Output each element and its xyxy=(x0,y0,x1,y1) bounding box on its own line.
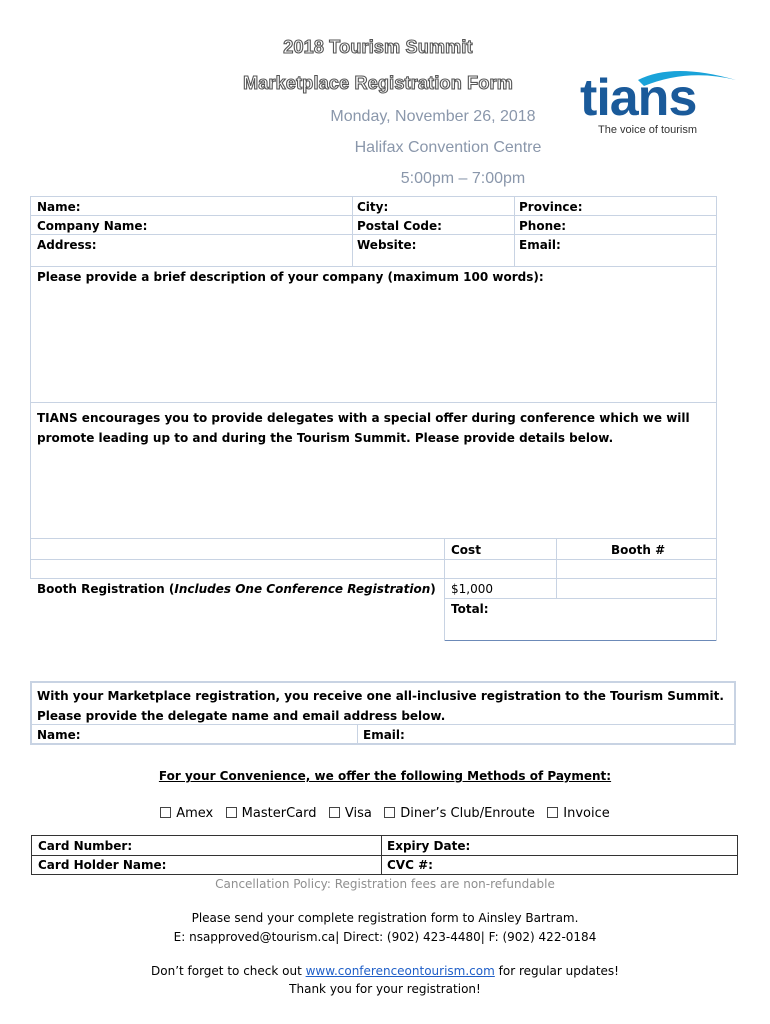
checkbox-icon xyxy=(226,807,237,818)
total-field[interactable]: Total: xyxy=(451,602,489,616)
send-instructions: Please send your complete registration form to Ainsley Bartram. xyxy=(191,911,579,925)
visa-checkbox[interactable]: Visa xyxy=(329,806,372,821)
title-line-2: Marketplace Registration Form xyxy=(243,73,513,93)
checkbox-icon xyxy=(384,807,395,818)
phone-field[interactable]: Phone: xyxy=(519,219,567,233)
delegate-name-field[interactable]: Name: xyxy=(37,728,81,742)
logo-wordmark: tians xyxy=(580,69,697,127)
payment-methods xyxy=(0,806,770,821)
name-field[interactable]: Name: xyxy=(37,200,81,214)
booth-number-input[interactable] xyxy=(557,579,715,597)
amex-checkbox[interactable]: Amex xyxy=(160,806,213,821)
cost-header: Cost xyxy=(451,543,481,557)
email-field[interactable]: Email: xyxy=(519,238,561,252)
event-date: Monday, November 26, 2018 xyxy=(330,108,536,125)
contact-details: E: nsapproved@tourism.ca| Direct: (902) 423-4480| F: (902) 422-0184 xyxy=(173,930,597,944)
booth-registration-label: Booth Registration (Includes One Conference Registration) xyxy=(37,582,436,596)
booth-cost: $1,000 xyxy=(451,582,493,596)
booth-number-header: Booth # xyxy=(611,543,666,557)
company-name-field[interactable]: Company Name: xyxy=(37,219,148,233)
cvc-field[interactable]: CVC #: xyxy=(387,858,433,872)
special-offer-prompt: TIANS encourages you to provide delegates with a special offer during conference which we will promote leading up to and during the Tourism Summit. Please provide details below. xyxy=(37,411,690,445)
mastercard-checkbox[interactable]: MasterCard xyxy=(226,806,317,821)
event-time: 5:00pm – 7:00pm xyxy=(400,170,526,187)
event-venue: Halifax Convention Centre xyxy=(354,139,542,156)
delegate-info-text: With your Marketplace registration, you receive one all-inclusive registration to the Tourism Summit. Please provide the delegate name and email address below. xyxy=(37,689,724,723)
thank-you-note: Thank you for your registration! xyxy=(289,982,481,996)
special-offer-textarea[interactable] xyxy=(31,450,715,536)
description-textarea[interactable] xyxy=(31,288,715,400)
province-field[interactable]: Province: xyxy=(519,200,583,214)
address-field[interactable]: Address: xyxy=(37,238,97,252)
invoice-checkbox[interactable]: Invoice xyxy=(547,806,609,821)
tians-logo xyxy=(578,62,738,142)
card-holder-field[interactable]: Card Holder Name: xyxy=(38,858,167,872)
website-reminder: Don’t forget to check out www.conferenceontourism.com for regular updates! xyxy=(151,964,619,978)
card-number-field[interactable]: Card Number: xyxy=(38,839,133,853)
checkbox-icon xyxy=(547,807,558,818)
delegate-email-field[interactable]: Email: xyxy=(363,728,405,742)
city-field[interactable]: City: xyxy=(357,200,389,214)
payment-heading: For your Convenience, we offer the following Methods of Payment: xyxy=(158,769,612,783)
checkbox-icon xyxy=(329,807,340,818)
website-link[interactable]: www.conferenceontourism.com xyxy=(305,964,495,978)
title-line-1: 2018 Tourism Summit xyxy=(283,37,473,57)
diners-club-checkbox[interactable]: Diner’s Club/Enroute xyxy=(384,806,535,821)
checkbox-icon xyxy=(160,807,171,818)
postal-code-field[interactable]: Postal Code: xyxy=(357,219,442,233)
cancellation-policy: Cancellation Policy: Registration fees are non-refundable xyxy=(215,877,555,891)
description-prompt: Please provide a brief description of your company (maximum 100 words): xyxy=(37,270,544,284)
expiry-date-field[interactable]: Expiry Date: xyxy=(387,839,471,853)
website-field[interactable]: Website: xyxy=(357,238,417,252)
logo-tagline: The voice of tourism xyxy=(598,124,698,136)
